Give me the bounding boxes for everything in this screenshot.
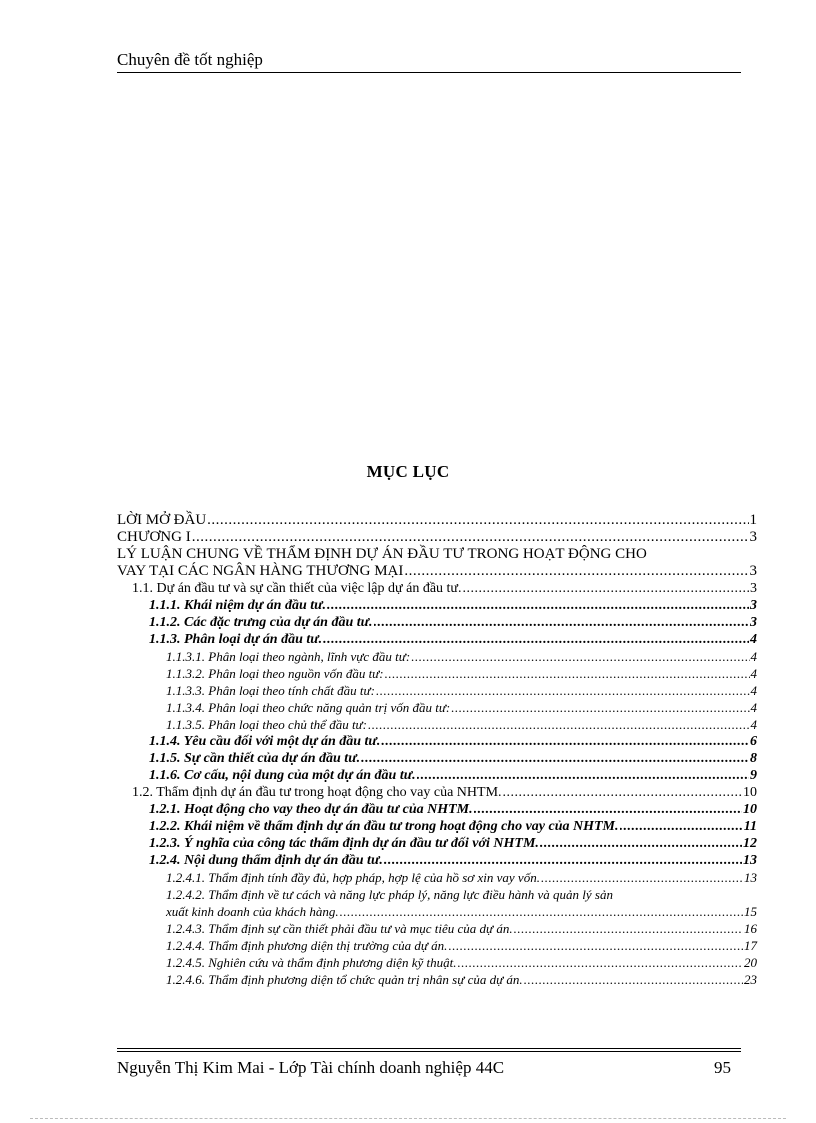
toc-entry[interactable] bbox=[117, 971, 757, 988]
dot-leader bbox=[524, 971, 743, 988]
toc-entry-text: 1.2.4.3. Thẩm định sự cần thiết phải đầu tư và mục tiêu của dự án. bbox=[166, 921, 513, 936]
toc-page-number: 4 bbox=[750, 717, 757, 732]
dot-leader bbox=[376, 682, 750, 699]
dot-leader bbox=[503, 784, 742, 801]
toc-entry[interactable] bbox=[117, 886, 757, 920]
toc-page-number: 4 bbox=[750, 683, 757, 698]
toc-entry-text: 1.2.1. Hoạt động cho vay theo dự án đầu tư của NHTM. bbox=[149, 802, 473, 817]
dot-leader bbox=[404, 563, 748, 580]
dot-leader bbox=[463, 580, 749, 597]
toc-entry[interactable] bbox=[117, 801, 757, 818]
toc-page-number: 3 bbox=[749, 563, 757, 579]
dot-leader bbox=[411, 648, 749, 665]
toc-entry[interactable] bbox=[117, 937, 757, 954]
toc-page-number: 23 bbox=[744, 972, 757, 987]
toc-entry-text: 1.2. Thẩm định dự án đầu tư trong hoạt động cho vay của NHTM. bbox=[132, 785, 502, 800]
footer-rule-thin bbox=[117, 1051, 741, 1052]
toc-entry-text-continued: VAY TẠI CÁC NGÂN HÀNG THƯƠNG MẠI bbox=[117, 563, 404, 579]
toc-page-number: 10 bbox=[743, 802, 757, 817]
toc-entry-text: 1.2.4.4. Thẩm định phương diện thị trường của dự án. bbox=[166, 938, 448, 953]
toc-page-number: 10 bbox=[743, 785, 757, 800]
toc-entry-text: 1.1.3.1. Phân loại theo ngành, lĩnh vực đầu tư: bbox=[166, 649, 411, 664]
dot-leader bbox=[541, 869, 743, 886]
toc-page-number: 1 bbox=[749, 512, 757, 528]
dot-leader bbox=[207, 512, 748, 529]
toc-entry-text: 1.2.4.5. Nghiên cứu và thẩm định phương diện kỹ thuật. bbox=[166, 955, 457, 970]
toc-entry-text: 1.2.4.6. Thẩm định phương diện tổ chức quản trị nhân sự của dự án. bbox=[166, 972, 523, 987]
toc-entry-text: 1.1.6. Cơ cấu, nội dung của một dự án đầu tư. bbox=[149, 768, 416, 783]
dot-leader bbox=[385, 665, 750, 682]
toc-entry-text: 1.2.4. Nội dung thẩm định dự án đầu tư. bbox=[149, 853, 383, 868]
toc-entry[interactable] bbox=[117, 699, 757, 716]
toc-entry-text: 1.1.3.3. Phân loại theo tính chất đầu tư: bbox=[166, 683, 375, 698]
toc-entry[interactable] bbox=[117, 512, 757, 529]
toc-entry-text: 1.2.2. Khái niệm về thẩm định dự án đầu tư trong hoạt động cho vay của NHTM. bbox=[149, 819, 619, 834]
toc-page-number: 8 bbox=[750, 751, 757, 766]
toc-entry[interactable] bbox=[117, 665, 757, 682]
toc-entry[interactable] bbox=[117, 869, 757, 886]
toc-page-number: 16 bbox=[744, 921, 757, 936]
toc-page-number: 6 bbox=[750, 734, 757, 749]
toc-page-number: 3 bbox=[750, 581, 757, 596]
toc-entry[interactable] bbox=[117, 835, 757, 852]
toc-entry-text: 1.1.2. Các đặc trưng của dự án đầu tư. bbox=[149, 615, 373, 630]
toc-page-number: 4 bbox=[750, 700, 757, 715]
toc-entry[interactable] bbox=[117, 750, 757, 767]
toc-entry-text: 1.1.3. Phân loại dự án đầu tư. bbox=[149, 632, 323, 647]
toc-entry-text-continued: xuất kinh doanh của khách hàng. bbox=[166, 904, 339, 919]
dot-leader bbox=[448, 937, 743, 954]
dot-leader bbox=[451, 699, 749, 716]
toc-entry[interactable] bbox=[117, 920, 757, 937]
toc-entry[interactable] bbox=[117, 597, 757, 614]
toc-title: MỤC LỤC bbox=[366, 462, 450, 481]
toc-entry-text: 1.1.1. Khái niệm dự án đầu tư. bbox=[149, 598, 327, 613]
toc-page-number: 9 bbox=[750, 768, 757, 783]
toc-entry-text: 1.2.4.2. Thẩm định về tư cách và năng lực pháp lý, năng lực điều hành và quản lý sản bbox=[166, 887, 613, 902]
page-number: 95 bbox=[714, 1058, 731, 1077]
footer-author: Nguyễn Thị Kim Mai - Lớp Tài chính doanh nghiệp 44C bbox=[117, 1058, 505, 1077]
dot-leader bbox=[620, 818, 743, 835]
toc-entry-text: 1.1. Dự án đầu tư và sự cần thiết của việc lập dự án đầu tư. bbox=[132, 581, 462, 596]
toc-page-number: 3 bbox=[750, 615, 757, 630]
toc-entry[interactable] bbox=[117, 852, 757, 869]
toc-entry-text: 1.1.3.5. Phân loại theo chủ thể đầu tư: bbox=[166, 717, 367, 732]
toc-entry[interactable] bbox=[117, 784, 757, 801]
dot-leader bbox=[361, 750, 749, 767]
toc-page-number: 20 bbox=[744, 955, 757, 970]
toc-page-number: 3 bbox=[749, 529, 757, 545]
toc-entry-text: 1.1.4. Yêu cầu đối với một dự án đầu tư. bbox=[149, 734, 381, 749]
dot-leader bbox=[514, 920, 743, 937]
toc-page-number: 13 bbox=[744, 870, 757, 885]
toc-entry-text: 1.2.4.1. Thẩm định tính đầy đủ, hợp pháp, hợp lệ của hồ sơ xin vay vốn. bbox=[166, 870, 540, 885]
dot-leader bbox=[374, 614, 749, 631]
dot-leader bbox=[474, 801, 742, 818]
page-edge-dash bbox=[30, 1118, 786, 1119]
dot-leader bbox=[381, 733, 749, 750]
toc-entry[interactable] bbox=[117, 631, 757, 648]
dot-leader bbox=[192, 529, 749, 546]
dot-leader bbox=[457, 954, 743, 971]
toc-page-number: 4 bbox=[750, 666, 757, 681]
toc-entry[interactable] bbox=[117, 580, 757, 597]
toc-entry-text: 1.1.3.2. Phân loại theo nguồn vốn đầu tư: bbox=[166, 666, 384, 681]
dot-leader bbox=[384, 852, 742, 869]
footer-rule bbox=[117, 1048, 741, 1049]
toc-entry[interactable] bbox=[117, 682, 757, 699]
toc-page-number: 17 bbox=[744, 938, 757, 953]
dot-leader bbox=[368, 716, 750, 733]
toc-entry-text: 1.2.3. Ý nghĩa của công tác thẩm định dự án đầu tư đối với NHTM. bbox=[149, 836, 539, 851]
toc-page-number: 11 bbox=[743, 819, 757, 834]
table-of-contents bbox=[117, 512, 757, 988]
toc-page-number: 15 bbox=[744, 904, 757, 919]
dot-leader bbox=[327, 597, 749, 614]
dot-leader bbox=[540, 835, 742, 852]
toc-page-number: 4 bbox=[750, 632, 757, 647]
toc-entry[interactable] bbox=[117, 614, 757, 631]
toc-entry[interactable] bbox=[117, 767, 757, 784]
toc-entry[interactable] bbox=[117, 648, 757, 665]
dot-leader bbox=[417, 767, 749, 784]
toc-page-number: 13 bbox=[743, 853, 757, 868]
toc-page-number: 12 bbox=[743, 836, 757, 851]
dot-leader bbox=[340, 903, 743, 920]
toc-entry-text: CHƯƠNG I bbox=[117, 529, 191, 545]
page-footer bbox=[117, 1048, 741, 1080]
toc-page-number: 4 bbox=[750, 649, 757, 664]
toc-entry[interactable] bbox=[117, 818, 757, 835]
toc-page-number: 3 bbox=[750, 598, 757, 613]
toc-entry[interactable] bbox=[117, 716, 757, 733]
toc-entry[interactable] bbox=[117, 529, 757, 546]
toc-entry[interactable] bbox=[117, 733, 757, 750]
toc-entry[interactable] bbox=[117, 954, 757, 971]
header-title: Chuyên đề tốt nghiệp bbox=[117, 50, 263, 69]
page-header bbox=[117, 48, 741, 73]
toc-entry-text: LỜI MỞ ĐẦU bbox=[117, 512, 207, 528]
dot-leader bbox=[323, 631, 749, 648]
toc-entry-text: 1.1.3.4. Phân loại theo chức năng quản trị vốn đầu tư: bbox=[166, 700, 451, 715]
toc-entry-text: 1.1.5. Sự cần thiết của dự án đầu tư. bbox=[149, 751, 361, 766]
toc-entry[interactable] bbox=[117, 546, 757, 580]
toc-entry-text: LÝ LUẬN CHUNG VỀ THẨM ĐỊNH DỰ ÁN ĐẦU TƯ TRONG HOẠT ĐỘNG CHO bbox=[117, 546, 647, 562]
